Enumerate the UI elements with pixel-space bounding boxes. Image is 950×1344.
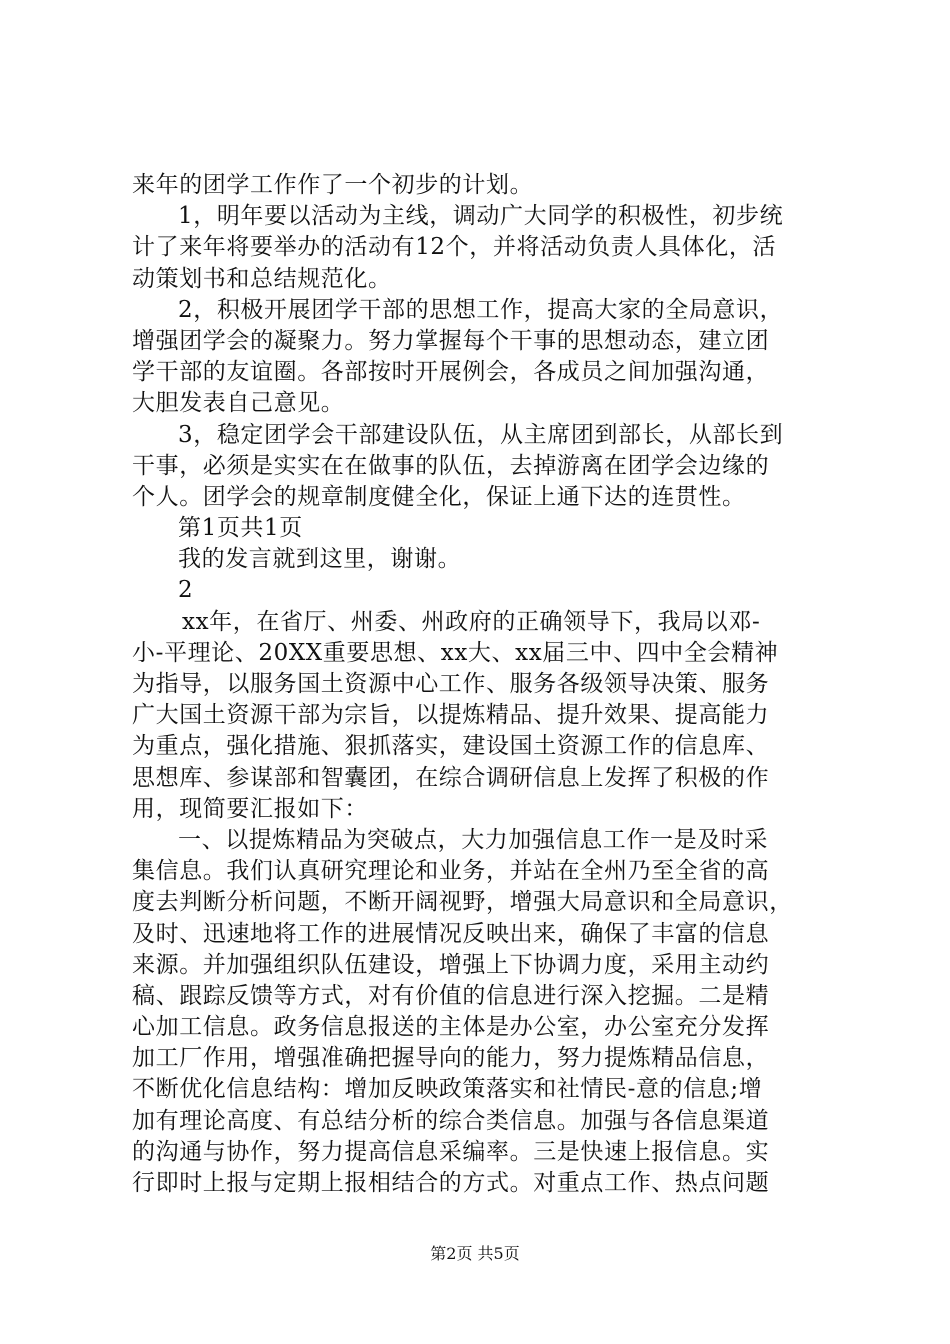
text-line: 来源。并加强组织队伍建设，增强上下协调力度，采用主动约 [132,951,770,978]
text-line: 心加工信息。政务信息报送的主体是办公室，办公室充分发挥 [132,1014,770,1041]
text-line: 个人。团学会的规章制度健全化，保证上通下达的连贯性。 [132,483,746,510]
text-line: 3，稳定团学会干部建设队伍，从主席团到部长，从部长到 [178,421,784,448]
text-line: 1，明年要以活动为主线，调动广大同学的积极性，初步统 [178,203,784,230]
text-line: 我的发言就到这里，谢谢。 [178,546,462,573]
inline-page-marker: 第1页共1页 [178,515,303,542]
text-line: 度去判断分析问题，不断开阔视野，增强大局意识和全局意识， [132,889,793,916]
text-line: 增强团学会的凝聚力。努力掌握每个干事的思想动态，建立团 [132,327,770,354]
text-line: 稿、跟踪反馈等方式，对有价值的信息进行深入挖掘。二是精 [132,982,770,1009]
text-line: 的沟通与协作，努力提高信息采编率。三是快速上报信息。实 [132,1138,770,1165]
section-number: 2 [178,577,194,604]
text-line: 加有理论高度、有总结分析的综合类信息。加强与各信息渠道 [132,1107,770,1134]
text-line: 2，积极开展团学干部的思想工作，提高大家的全局意识， [178,296,784,323]
text-line: 小-平理论、20XX重要思想、xx大、xx届三中、四中全会精神 [132,639,779,666]
page-number-label: 第2页 共5页 [430,1244,520,1263]
text-line: 为指导，以服务国土资源中心工作、服务各级领导决策、服务 [132,671,770,697]
text-line: xx年，在省厅、州委、州政府的正确领导下，我局以邓- [182,608,761,635]
text-line: 广大国土资源干部为宗旨，以提炼精品、提升效果、提高能力 [132,702,770,729]
text-line: 思想库、参谋部和智囊团，在综合调研信息上发挥了积极的作 [132,764,770,791]
text-line: 不断优化信息结构：增加反映政策落实和社情民-意的信息;增 [132,1076,763,1103]
text-line: 大胆发表自己意见。 [132,390,345,417]
text-line: 集信息。我们认真研究理论和业务，并站在全州乃至全省的高 [132,858,770,885]
text-line: 动策划书和总结规范化。 [132,265,392,292]
page-footer [0,1244,950,1264]
text-line: 一、以提炼精品为突破点，大力加强信息工作一是及时采 [178,826,768,853]
text-line: 干事，必须是实实在在做事的队伍，去掉游离在团学会边缘的 [132,452,770,479]
text-line: 来年的团学工作作了一个初步的计划。 [132,172,534,198]
document-body [132,170,832,1199]
text-line: 加工厂作用，增强准确把握导向的能力，努力提炼精品信息， [132,1045,770,1072]
text-line: 及时、迅速地将工作的进展情况反映出来，确保了丰富的信息 [132,920,770,947]
text-line: 计了来年将要举办的活动有12个，并将活动负责人具体化，活 [132,234,777,261]
text-line: 行即时上报与定期上报相结合的方式。对重点工作、热点问题 [132,1170,770,1196]
text-line: 学干部的友谊圈。各部按时开展例会，各成员之间加强沟通， [132,359,770,386]
text-line: 为重点，强化措施、狠抓落实，建设国土资源工作的信息库、 [132,733,770,760]
text-line: 用，现简要汇报如下： [132,795,368,822]
